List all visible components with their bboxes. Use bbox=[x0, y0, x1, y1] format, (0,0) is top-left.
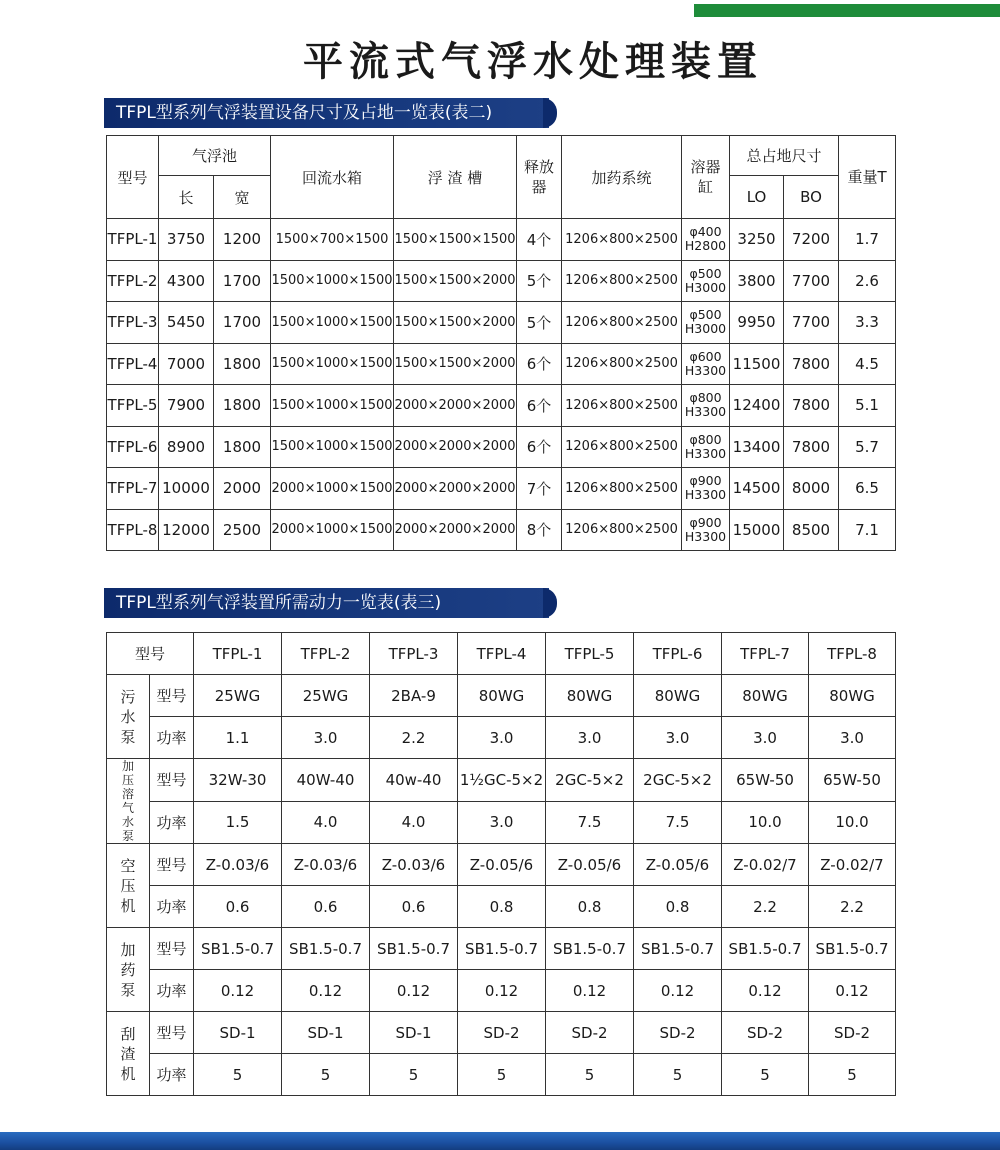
power-header-model-7: TFPL-7 bbox=[722, 633, 809, 675]
width-cell: 1700 bbox=[214, 302, 271, 344]
table-row bbox=[107, 509, 896, 551]
power-header-model-5: TFPL-5 bbox=[546, 633, 634, 675]
equipment-name: 空压机 bbox=[107, 844, 150, 928]
model-cell: TFPL-5 bbox=[107, 385, 159, 427]
footer-bar bbox=[0, 1132, 1000, 1150]
equipment-model-cell: Z-0.02/7 bbox=[809, 844, 896, 886]
power-value-cell: 0.8 bbox=[546, 886, 634, 928]
header-bo: BO bbox=[784, 176, 839, 219]
length-cell: 12000 bbox=[159, 509, 214, 551]
power-value-cell: 2.2 bbox=[722, 886, 809, 928]
table-row bbox=[107, 468, 896, 510]
dissolver-diameter: φ900 bbox=[689, 473, 722, 489]
lo-cell: 3800 bbox=[730, 260, 784, 302]
bo-cell: 7800 bbox=[784, 385, 839, 427]
length-cell: 4300 bbox=[159, 260, 214, 302]
equipment-model-cell: SD-1 bbox=[282, 1012, 370, 1054]
power-value-cell: 0.6 bbox=[282, 886, 370, 928]
dosing-cell: 1206×800×2500 bbox=[562, 468, 682, 510]
dissolver-diameter: φ900 bbox=[689, 514, 722, 530]
power-header-model-1: TFPL-1 bbox=[194, 633, 282, 675]
power-value-cell: 10.0 bbox=[722, 801, 809, 844]
equipment-model-cell: SB1.5-0.7 bbox=[194, 928, 282, 970]
equipment-name: 加药泵 bbox=[107, 928, 150, 1012]
accent-bar bbox=[694, 4, 1000, 17]
dosing-cell: 1206×800×2500 bbox=[562, 302, 682, 344]
equipment-model-cell: Z-0.05/6 bbox=[458, 844, 546, 886]
model-cell: TFPL-4 bbox=[107, 343, 159, 385]
dosing-cell: 1206×800×2500 bbox=[562, 219, 682, 261]
power-value-cell: 0.12 bbox=[809, 970, 896, 1012]
equipment-model-cell: SB1.5-0.7 bbox=[634, 928, 722, 970]
header-dosing: 加药系统 bbox=[562, 136, 682, 219]
equipment-model-cell: 2GC-5×2 bbox=[634, 759, 722, 802]
table-row bbox=[107, 385, 896, 427]
equipment-model-cell: 65W-50 bbox=[722, 759, 809, 802]
header-scum-trough: 浮 渣 槽 bbox=[394, 136, 517, 219]
bo-cell: 7700 bbox=[784, 260, 839, 302]
scum-trough-cell: 1500×1500×2000 bbox=[394, 302, 517, 344]
length-cell: 7900 bbox=[159, 385, 214, 427]
power-value-cell: 3.0 bbox=[722, 717, 809, 759]
equipment-model-cell: 2BA-9 bbox=[370, 675, 458, 717]
bo-cell: 7800 bbox=[784, 343, 839, 385]
bo-cell: 7700 bbox=[784, 302, 839, 344]
power-value-cell: 7.5 bbox=[634, 801, 722, 844]
equipment-model-cell: SD-1 bbox=[194, 1012, 282, 1054]
lo-cell: 12400 bbox=[730, 385, 784, 427]
table-row bbox=[107, 717, 896, 759]
equipment-model-cell: SD-1 bbox=[370, 1012, 458, 1054]
equipment-model-cell: 25WG bbox=[282, 675, 370, 717]
power-value-cell: 3.0 bbox=[634, 717, 722, 759]
equipment-model-cell: Z-0.02/7 bbox=[722, 844, 809, 886]
table-row bbox=[107, 675, 896, 717]
table-row bbox=[107, 260, 896, 302]
power-value-cell: 2.2 bbox=[809, 886, 896, 928]
header-releaser: 释放器 bbox=[517, 136, 562, 219]
power-value-cell: 4.0 bbox=[282, 801, 370, 844]
equipment-name: 刮渣机 bbox=[107, 1012, 150, 1096]
dosing-cell: 1206×800×2500 bbox=[562, 260, 682, 302]
weight-cell: 4.5 bbox=[839, 343, 896, 385]
power-label: 功率 bbox=[150, 1054, 194, 1096]
releaser-cell: 8个 bbox=[517, 509, 562, 551]
power-value-cell: 0.12 bbox=[722, 970, 809, 1012]
dissolver-height: H3300 bbox=[684, 404, 727, 420]
width-cell: 1200 bbox=[214, 219, 271, 261]
lo-cell: 11500 bbox=[730, 343, 784, 385]
length-cell: 10000 bbox=[159, 468, 214, 510]
dissolver-height: H3000 bbox=[684, 279, 727, 295]
model-label: 型号 bbox=[150, 1012, 194, 1054]
scum-trough-cell: 2000×2000×2000 bbox=[394, 509, 517, 551]
dissolver-height: H3300 bbox=[684, 528, 727, 544]
model-cell: TFPL-6 bbox=[107, 426, 159, 468]
lo-cell: 3250 bbox=[730, 219, 784, 261]
header-model: 型号 bbox=[107, 136, 159, 219]
scum-trough-cell: 1500×1500×2000 bbox=[394, 260, 517, 302]
dissolver-cell bbox=[682, 426, 730, 468]
equipment-model-cell: SB1.5-0.7 bbox=[370, 928, 458, 970]
power-label: 功率 bbox=[150, 717, 194, 759]
width-cell: 2500 bbox=[214, 509, 271, 551]
header-length: 长 bbox=[159, 176, 214, 219]
power-value-cell: 0.12 bbox=[546, 970, 634, 1012]
equipment-model-cell: SB1.5-0.7 bbox=[722, 928, 809, 970]
model-label: 型号 bbox=[150, 759, 194, 802]
length-cell: 5450 bbox=[159, 302, 214, 344]
dissolver-height: H3300 bbox=[684, 362, 727, 378]
power-value-cell: 0.8 bbox=[634, 886, 722, 928]
weight-cell: 7.1 bbox=[839, 509, 896, 551]
power-value-cell: 0.6 bbox=[194, 886, 282, 928]
table1-heading-text: TFPL型系列气浮装置设备尺寸及占地一览表(表二) bbox=[116, 103, 493, 123]
power-value-cell: 0.12 bbox=[634, 970, 722, 1012]
power-value-cell: 0.6 bbox=[370, 886, 458, 928]
return-tank-cell: 1500×1000×1500 bbox=[271, 385, 394, 427]
power-header-model-6: TFPL-6 bbox=[634, 633, 722, 675]
power-value-cell: 0.12 bbox=[458, 970, 546, 1012]
power-value-cell: 1.5 bbox=[194, 801, 282, 844]
power-value-cell: 5 bbox=[282, 1054, 370, 1096]
scum-trough-cell: 1500×1500×2000 bbox=[394, 343, 517, 385]
dissolver-cell bbox=[682, 302, 730, 344]
power-header-model-8: TFPL-8 bbox=[809, 633, 896, 675]
model-label: 型号 bbox=[150, 675, 194, 717]
table1-heading bbox=[104, 98, 549, 128]
return-tank-cell: 1500×1000×1500 bbox=[271, 343, 394, 385]
power-value-cell: 10.0 bbox=[809, 801, 896, 844]
header-return-tank: 回流水箱 bbox=[271, 136, 394, 219]
equipment-model-cell: Z-0.03/6 bbox=[370, 844, 458, 886]
power-value-cell: 5 bbox=[194, 1054, 282, 1096]
table-row bbox=[107, 1012, 896, 1054]
releaser-cell: 5个 bbox=[517, 260, 562, 302]
model-cell: TFPL-8 bbox=[107, 509, 159, 551]
equipment-model-cell: SD-2 bbox=[722, 1012, 809, 1054]
dissolver-cell bbox=[682, 260, 730, 302]
table-row bbox=[107, 759, 896, 802]
table2-heading bbox=[104, 588, 549, 618]
equipment-model-cell: 32W-30 bbox=[194, 759, 282, 802]
header-lo: LO bbox=[730, 176, 784, 219]
length-cell: 3750 bbox=[159, 219, 214, 261]
equipment-model-cell: 80WG bbox=[634, 675, 722, 717]
equipment-model-cell: 80WG bbox=[809, 675, 896, 717]
header-dissolver: 溶器缸 bbox=[682, 136, 730, 219]
power-value-cell: 5 bbox=[634, 1054, 722, 1096]
weight-cell: 1.7 bbox=[839, 219, 896, 261]
dosing-cell: 1206×800×2500 bbox=[562, 343, 682, 385]
power-value-cell: 5 bbox=[809, 1054, 896, 1096]
dissolver-diameter: φ400 bbox=[689, 224, 722, 240]
equipment-model-cell: 1½GC-5×2 bbox=[458, 759, 546, 802]
equipment-model-cell: 40W-40 bbox=[282, 759, 370, 802]
power-value-cell: 4.0 bbox=[370, 801, 458, 844]
power-value-cell: 0.12 bbox=[370, 970, 458, 1012]
weight-cell: 3.3 bbox=[839, 302, 896, 344]
return-tank-cell: 2000×1000×1500 bbox=[271, 509, 394, 551]
equipment-model-cell: 2GC-5×2 bbox=[546, 759, 634, 802]
dissolver-cell bbox=[682, 509, 730, 551]
equipment-model-cell: Z-0.03/6 bbox=[282, 844, 370, 886]
power-value-cell: 5 bbox=[370, 1054, 458, 1096]
power-value-cell: 1.1 bbox=[194, 717, 282, 759]
equipment-model-cell: SD-2 bbox=[546, 1012, 634, 1054]
power-header-model-4: TFPL-4 bbox=[458, 633, 546, 675]
scum-trough-cell: 2000×2000×2000 bbox=[394, 385, 517, 427]
length-cell: 8900 bbox=[159, 426, 214, 468]
model-label: 型号 bbox=[150, 844, 194, 886]
power-value-cell: 5 bbox=[458, 1054, 546, 1096]
dissolver-height: H3000 bbox=[684, 321, 727, 337]
releaser-cell: 5个 bbox=[517, 302, 562, 344]
dissolver-diameter: φ500 bbox=[689, 307, 722, 323]
table2-heading-text: TFPL型系列气浮装置所需动力一览表(表三) bbox=[116, 593, 442, 613]
power-value-cell: 5 bbox=[722, 1054, 809, 1096]
releaser-cell: 4个 bbox=[517, 219, 562, 261]
power-table bbox=[106, 632, 896, 1096]
table-row bbox=[107, 343, 896, 385]
scum-trough-cell: 1500×1500×1500 bbox=[394, 219, 517, 261]
equipment-model-cell: 80WG bbox=[458, 675, 546, 717]
bo-cell: 8000 bbox=[784, 468, 839, 510]
dissolver-diameter: φ500 bbox=[689, 265, 722, 281]
heading-cap bbox=[543, 98, 557, 128]
dosing-cell: 1206×800×2500 bbox=[562, 385, 682, 427]
width-cell: 1800 bbox=[214, 385, 271, 427]
dissolver-cell bbox=[682, 385, 730, 427]
power-value-cell: 3.0 bbox=[282, 717, 370, 759]
equipment-model-cell: Z-0.05/6 bbox=[546, 844, 634, 886]
power-header-model: 型号 bbox=[107, 633, 194, 675]
power-value-cell: 3.0 bbox=[809, 717, 896, 759]
return-tank-cell: 1500×1000×1500 bbox=[271, 302, 394, 344]
lo-cell: 15000 bbox=[730, 509, 784, 551]
power-value-cell: 7.5 bbox=[546, 801, 634, 844]
table-row bbox=[107, 219, 896, 261]
return-tank-cell: 1500×1000×1500 bbox=[271, 426, 394, 468]
model-cell: TFPL-3 bbox=[107, 302, 159, 344]
lo-cell: 14500 bbox=[730, 468, 784, 510]
power-value-cell: 5 bbox=[546, 1054, 634, 1096]
equipment-model-cell: Z-0.03/6 bbox=[194, 844, 282, 886]
power-label: 功率 bbox=[150, 970, 194, 1012]
dosing-cell: 1206×800×2500 bbox=[562, 509, 682, 551]
model-cell: TFPL-1 bbox=[107, 219, 159, 261]
table-row bbox=[107, 1054, 896, 1096]
equipment-model-cell: 80WG bbox=[722, 675, 809, 717]
bo-cell: 8500 bbox=[784, 509, 839, 551]
power-header-model-3: TFPL-3 bbox=[370, 633, 458, 675]
equipment-model-cell: Z-0.05/6 bbox=[634, 844, 722, 886]
length-cell: 7000 bbox=[159, 343, 214, 385]
header-width: 宽 bbox=[214, 176, 271, 219]
width-cell: 1700 bbox=[214, 260, 271, 302]
table-row bbox=[107, 886, 896, 928]
scum-trough-cell: 2000×2000×2000 bbox=[394, 468, 517, 510]
dosing-cell: 1206×800×2500 bbox=[562, 426, 682, 468]
return-tank-cell: 1500×700×1500 bbox=[271, 219, 394, 261]
table-row bbox=[107, 426, 896, 468]
power-value-cell: 3.0 bbox=[546, 717, 634, 759]
equipment-model-cell: SB1.5-0.7 bbox=[809, 928, 896, 970]
table-row bbox=[107, 970, 896, 1012]
equipment-name: 加压溶气水泵 bbox=[107, 759, 150, 844]
header-footprint: 总占地尺寸 bbox=[730, 136, 839, 176]
dissolver-height: H2800 bbox=[684, 238, 727, 254]
return-tank-cell: 1500×1000×1500 bbox=[271, 260, 394, 302]
releaser-cell: 6个 bbox=[517, 343, 562, 385]
table-row bbox=[107, 928, 896, 970]
scum-trough-cell: 2000×2000×2000 bbox=[394, 426, 517, 468]
releaser-cell: 6个 bbox=[517, 385, 562, 427]
power-header-model-2: TFPL-2 bbox=[282, 633, 370, 675]
power-value-cell: 3.0 bbox=[458, 717, 546, 759]
releaser-cell: 7个 bbox=[517, 468, 562, 510]
heading-cap bbox=[543, 588, 557, 618]
width-cell: 2000 bbox=[214, 468, 271, 510]
weight-cell: 5.7 bbox=[839, 426, 896, 468]
equipment-model-cell: SB1.5-0.7 bbox=[546, 928, 634, 970]
dissolver-diameter: φ600 bbox=[689, 348, 722, 364]
model-cell: TFPL-7 bbox=[107, 468, 159, 510]
bo-cell: 7200 bbox=[784, 219, 839, 261]
dissolver-diameter: φ800 bbox=[689, 431, 722, 447]
power-value-cell: 2.2 bbox=[370, 717, 458, 759]
width-cell: 1800 bbox=[214, 343, 271, 385]
dissolver-diameter: φ800 bbox=[689, 390, 722, 406]
dissolver-cell bbox=[682, 468, 730, 510]
equipment-model-cell: SD-2 bbox=[809, 1012, 896, 1054]
header-weight: 重量T bbox=[839, 136, 896, 219]
power-label: 功率 bbox=[150, 801, 194, 844]
width-cell: 1800 bbox=[214, 426, 271, 468]
dissolver-cell bbox=[682, 343, 730, 385]
bo-cell: 7800 bbox=[784, 426, 839, 468]
header-tank: 气浮池 bbox=[159, 136, 271, 176]
power-value-cell: 0.12 bbox=[282, 970, 370, 1012]
equipment-model-cell: SD-2 bbox=[458, 1012, 546, 1054]
equipment-model-cell: SB1.5-0.7 bbox=[458, 928, 546, 970]
dimensions-table bbox=[106, 135, 896, 551]
equipment-name: 污水泵 bbox=[107, 675, 150, 759]
equipment-model-cell: SD-2 bbox=[634, 1012, 722, 1054]
dissolver-cell bbox=[682, 219, 730, 261]
weight-cell: 2.6 bbox=[839, 260, 896, 302]
page-title: 平流式气浮水处理装置 bbox=[303, 38, 763, 85]
table-row bbox=[107, 801, 896, 844]
dissolver-height: H3300 bbox=[684, 445, 727, 461]
dissolver-height: H3300 bbox=[684, 487, 727, 503]
weight-cell: 5.1 bbox=[839, 385, 896, 427]
power-value-cell: 0.12 bbox=[194, 970, 282, 1012]
model-label: 型号 bbox=[150, 928, 194, 970]
power-value-cell: 0.8 bbox=[458, 886, 546, 928]
equipment-model-cell: 25WG bbox=[194, 675, 282, 717]
lo-cell: 13400 bbox=[730, 426, 784, 468]
releaser-cell: 6个 bbox=[517, 426, 562, 468]
equipment-model-cell: SB1.5-0.7 bbox=[282, 928, 370, 970]
equipment-model-cell: 65W-50 bbox=[809, 759, 896, 802]
return-tank-cell: 2000×1000×1500 bbox=[271, 468, 394, 510]
table-row bbox=[107, 844, 896, 886]
table-row bbox=[107, 302, 896, 344]
power-label: 功率 bbox=[150, 886, 194, 928]
power-value-cell: 3.0 bbox=[458, 801, 546, 844]
lo-cell: 9950 bbox=[730, 302, 784, 344]
model-cell: TFPL-2 bbox=[107, 260, 159, 302]
weight-cell: 6.5 bbox=[839, 468, 896, 510]
equipment-model-cell: 80WG bbox=[546, 675, 634, 717]
equipment-model-cell: 40w-40 bbox=[370, 759, 458, 802]
